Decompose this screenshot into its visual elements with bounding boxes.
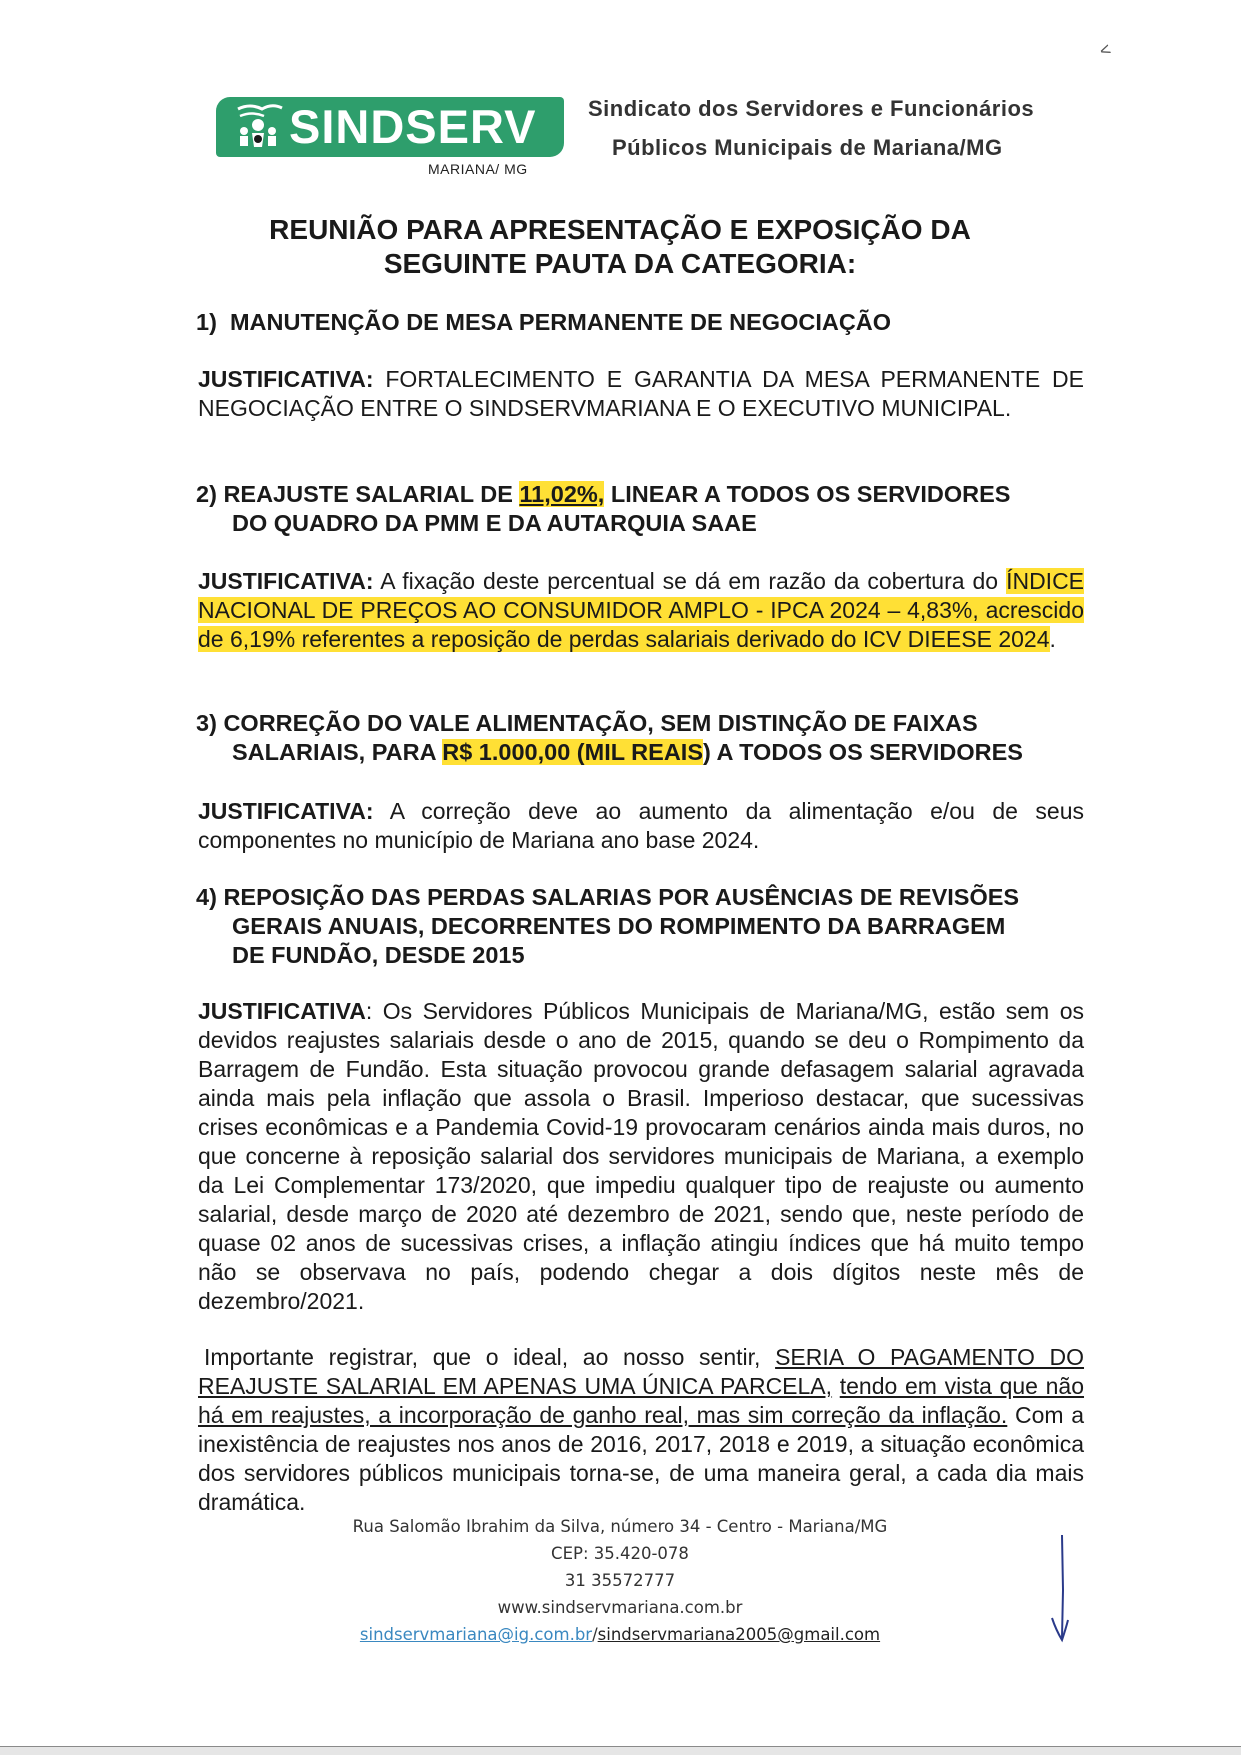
sindserv-logo <box>216 97 564 157</box>
footer-phone: 31 35572777 <box>564 1571 676 1590</box>
closing-text-start: Importante registrar, que o ideal, ao nosso sentir, <box>204 1344 761 1370</box>
closing-underlined-1: SERIA O PAGAMENTO DO REAJUSTE SALARIAL EM APENAS UMA ÚNICA PARCELA, <box>198 1344 1085 1399</box>
union-emblem-icon <box>232 103 284 153</box>
justification-highlight: ÍNDICE NACIONAL DE PREÇOS AO CONSUMIDOR AMPLO - IPCA 2024 – 4,83%, acrescido de 6,19% referentes a reposição de perdas salariais derivado do ICV DIEESE 2024 <box>198 568 1085 652</box>
item-heading-end: ) A TODOS OS SERVIDORES <box>703 739 1023 765</box>
item-number: 3) <box>196 710 217 736</box>
item-heading-start: REAJUSTE SALARIAL DE <box>223 481 513 507</box>
item-heading-end: LINEAR A TODOS OS SERVIDORES <box>610 481 1011 507</box>
footer-address: Rua Salomão Ibrahim da Silva, número 34 - Centro - Mariana/MG <box>352 1517 888 1536</box>
item-number: 2) <box>196 481 217 507</box>
handwritten-mark-icon <box>1040 1530 1080 1650</box>
justification-label: JUSTIFICATIVA: <box>198 798 374 824</box>
item-heading-line2: DO QUADRO DA PMM E DA AUTARQUIA SAAE <box>232 510 757 536</box>
footer-emails <box>200 1625 1040 1644</box>
justification-label: JUSTIFICATIVA: <box>198 366 374 392</box>
stray-mark: < <box>1096 38 1114 62</box>
justification-4 <box>198 997 1084 1316</box>
item-heading-highlight: 11,02%, <box>519 481 605 507</box>
agenda-item-3 <box>196 709 1084 767</box>
closing-paragraph <box>198 1343 1084 1517</box>
justification-1 <box>198 365 1084 423</box>
justification-end: . <box>1049 626 1056 652</box>
closing-underlined-2: tendo em vista que não há em reajustes, a incorporação de ganho real, mas sim correção da inflação. <box>198 1373 1085 1428</box>
justification-text: A fixação deste percentual se dá em razão da cobertura do <box>380 568 999 594</box>
document-title-line2: SEGUINTE PAUTA DA CATEGORIA: <box>383 248 857 279</box>
email-link-2[interactable]: sindservmariana2005@gmail.com <box>597 1625 881 1644</box>
item-number: 1) <box>196 309 217 335</box>
email-link-1[interactable]: sindservmariana@ig.com.br <box>359 1625 593 1644</box>
justification-text: A correção deve ao aumento da alimentação e/ou de seus componentes no município de Mariana ano base 2024. <box>198 798 1084 853</box>
org-name-line1: Sindicato dos Servidores e Funcionários <box>588 96 1035 121</box>
agenda-item-4 <box>196 883 1084 970</box>
email-separator: / <box>592 1625 598 1644</box>
item-heading-line3: DE FUNDÃO, DESDE 2015 <box>232 942 525 968</box>
justification-3 <box>198 797 1084 855</box>
org-name-line2: Públicos Municipais de Mariana/MG <box>612 135 1003 160</box>
document-title-line1: REUNIÃO PARA APRESENTAÇÃO E EXPOSIÇÃO DA <box>269 214 971 245</box>
justification-text: FORTALECIMENTO E GARANTIA DA MESA PERMANENTE DE NEGOCIAÇÃO ENTRE O SINDSERVMARIANA E O EXECUTIVO MUNICIPAL. <box>198 366 1084 421</box>
item-heading-line1: CORREÇÃO DO VALE ALIMENTAÇÃO, SEM DISTINÇÃO DE FAIXAS <box>223 710 978 736</box>
justification-label: JUSTIFICATIVA: <box>198 568 374 594</box>
logo-subtitle: MARIANA/ MG <box>428 161 528 177</box>
footer-cep: CEP: 35.420-078 <box>551 1544 689 1563</box>
logo-text: SINDSERV <box>289 100 537 153</box>
justification-2 <box>198 567 1084 654</box>
item-heading: MANUTENÇÃO DE MESA PERMANENTE DE NEGOCIAÇÃO <box>229 309 892 335</box>
justification-label: JUSTIFICATIVA <box>198 998 366 1024</box>
agenda-item-2 <box>196 480 1086 538</box>
item-heading-highlight: R$ 1.000,00 (MIL REAIS <box>442 739 704 765</box>
agenda-item-1 <box>196 308 1096 337</box>
item-number: 4) <box>196 884 217 910</box>
closing-text-end: Com a inexistência de reajustes nos anos de 2016, 2017, 2018 e 2019, a situação econômica dos servidores públicos municipais torna-se, de uma maneira geral, a cada dia mais dramática. <box>198 1402 1084 1515</box>
scan-edge <box>0 1746 1241 1755</box>
item-heading-start: SALARIAIS, PARA <box>232 739 436 765</box>
footer-website[interactable]: www.sindservmariana.com.br <box>497 1598 743 1617</box>
item-heading-line2: GERAIS ANUAIS, DECORRENTES DO ROMPIMENTO DA BARRAGEM <box>232 913 1006 939</box>
justification-text: : Os Servidores Públicos Municipais de Mariana/MG, estão sem os devidos reajustes salariais desde o ano de 2015, quando se deu o Rompimento da Barragem de Fundão. Esta situação provocou grande defasagem salarial agravada ainda mais pela inflação que assola o Brasil. Imperioso destacar, que sucessivas crises econômicas e a Pandemia Covid-19 provocaram cenários ainda mais duros, no que concerne à reposição salarial dos servidores municipais de Mariana, a exemplo da Lei Complementar 173/2020, que impediu qualquer tipo de reajuste ou aumento salarial, desde março de 2020 até dezembro de 2021, sendo que, neste período de quase 02 anos de sucessivas crises, a inflação atingiu índices que há muito tempo não se observava no país, podendo chegar a dois dígitos neste mês de dezembro/2021. <box>198 998 1084 1314</box>
item-heading-line1: REPOSIÇÃO DAS PERDAS SALARIAS POR AUSÊNCIAS DE REVISÕES <box>223 884 1020 910</box>
